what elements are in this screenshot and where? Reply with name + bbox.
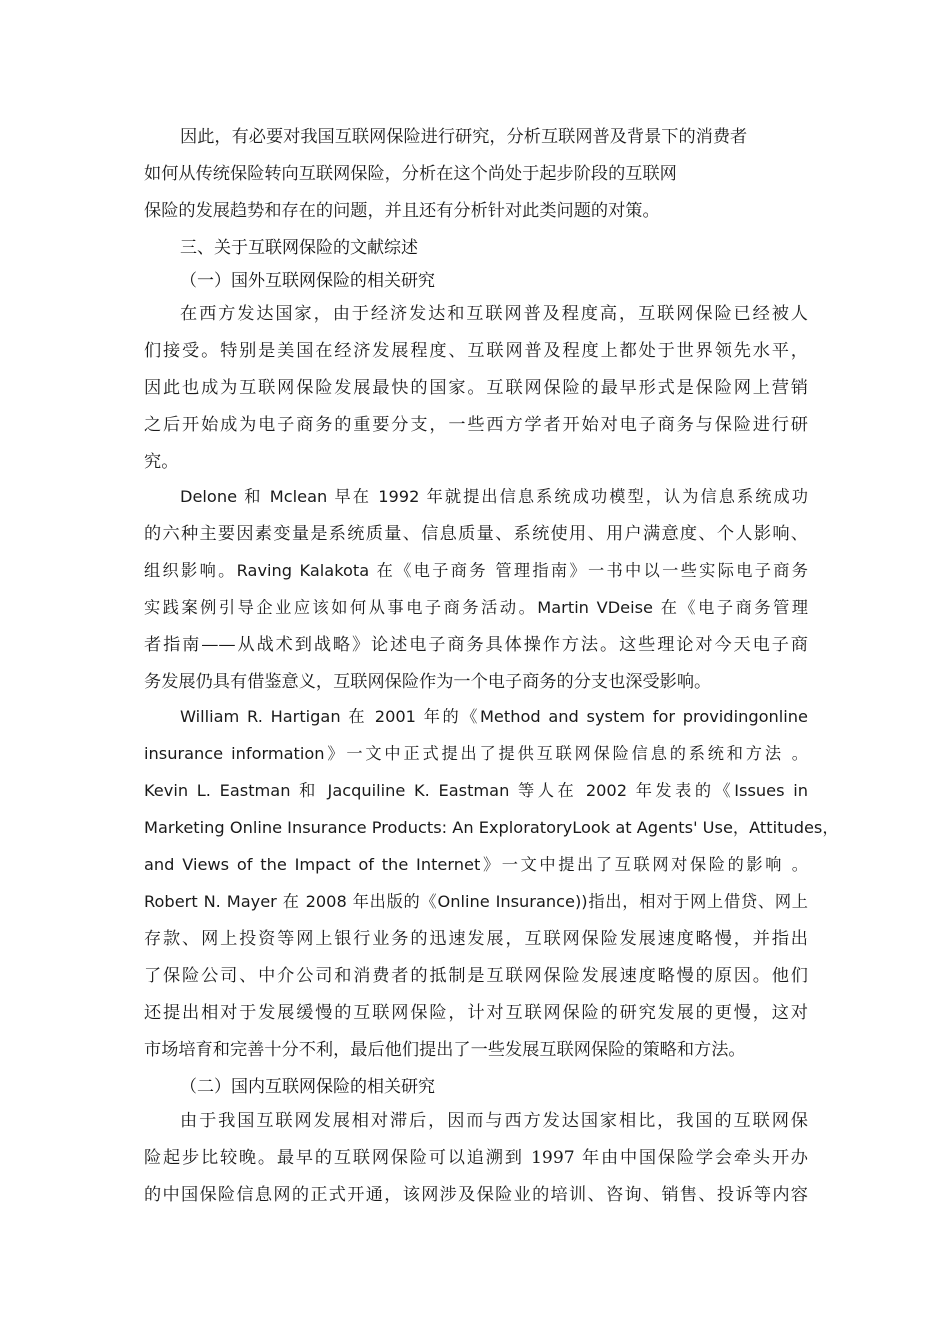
paragraph-line: 保险的发展趋势和存在的问题，并且还有分析针对此类问题的对策。 bbox=[144, 201, 660, 221]
paragraph-line: Kevin L. Eastman 和 Jacquiline K. Eastman 等人在 2002 年发表的《Issues in bbox=[144, 781, 808, 800]
paragraph-line: 究。 bbox=[144, 452, 179, 472]
paragraph-line: Marketing Online Insurance Products: An ExploratoryLook at Agents' Use，Attitudes， bbox=[144, 818, 839, 837]
paragraph-line: 由于我国互联网发展相对滞后，因而与西方发达国家相比，我国的互联网保 bbox=[180, 1111, 808, 1131]
paragraph-line: 如何从传统保险转向互联网保险，分析在这个尚处于起步阶段的互联网 bbox=[144, 164, 677, 184]
section-heading: 三、关于互联网保险的文献综述 bbox=[180, 238, 418, 258]
paragraph-line: Robert N. Mayer 在 2008 年出版的《Online Insurance))指出，相对于网上借贷、网上 bbox=[144, 892, 808, 911]
paragraph-line: 因此，有必要对我国互联网保险进行研究，分析互联网普及背景下的消费者 bbox=[180, 127, 748, 147]
paragraph-line: 市场培育和完善十分不利，最后他们提出了一些发展互联网保险的策略和方法。 bbox=[144, 1040, 746, 1060]
subsection-heading: （一）国外互联网保险的相关研究 bbox=[180, 271, 435, 291]
paragraph-line: and Views of the Impact of the Internet》一文中提出了互联网对保险的影响 。 bbox=[144, 855, 808, 874]
subsection-heading: （二）国内互联网保险的相关研究 bbox=[180, 1077, 435, 1097]
paragraph-line: 组织影响。Raving Kalakota 在《电子商务 管理指南》一书中以一些实际电子商务 bbox=[144, 561, 808, 580]
paragraph-line: 在西方发达国家，由于经济发达和互联网普及程度高，互联网保险已经被人 bbox=[180, 304, 808, 324]
paragraph-line: 的六种主要因素变量是系统质量、信息质量、系统使用、用户满意度、个人影响、 bbox=[144, 524, 808, 544]
paragraph-line: William R. Hartigan 在 2001 年的《Method and system for providingonline bbox=[180, 707, 808, 726]
paragraph-line: 者指南——从战术到战略》论述电子商务具体操作方法。这些理论对今天电子商 bbox=[144, 635, 808, 655]
paragraph-line: 的中国保险信息网的正式开通，该网涉及保险业的培训、咨询、销售、投诉等内容 bbox=[144, 1185, 808, 1205]
paragraph-line: 险起步比较晚。最早的互联网保险可以追溯到 1997 年由中国保险学会牵头开办 bbox=[144, 1148, 808, 1168]
paragraph-line: 务发展仍具有借鉴意义，互联网保险作为一个电子商务的分支也深受影响。 bbox=[144, 672, 712, 692]
paragraph-line: insurance information》一文中正式提出了提供互联网保险信息的系统和方法 。 bbox=[144, 744, 808, 763]
paragraph-line: 存款、网上投资等网上银行业务的迅速发展，互联网保险发展速度略慢，并指出 bbox=[144, 929, 808, 949]
paragraph-line: 了保险公司、中介公司和消费者的抵制是互联网保险发展速度略慢的原因。他们 bbox=[144, 966, 808, 986]
paragraph-line: 实践案例引导企业应该如何从事电子商务活动。Martin VDeise 在《电子商务管理 bbox=[144, 598, 808, 617]
paragraph-line: 们接受。特别是美国在经济发展程度、互联网普及程度上都处于世界领先水平， bbox=[144, 341, 808, 361]
paragraph-line: 还提出相对于发展缓慢的互联网保险，计对互联网保险的研究发展的更慢，这对 bbox=[144, 1003, 808, 1023]
paragraph-line: 之后开始成为电子商务的重要分支，一些西方学者开始对电子商务与保险进行研 bbox=[144, 415, 808, 435]
paragraph-line: Delone 和 Mclean 早在 1992 年就提出信息系统成功模型，认为信息系统成功 bbox=[180, 487, 808, 506]
paragraph-line: 因此也成为互联网保险发展最快的国家。互联网保险的最早形式是保险网上营销 bbox=[144, 378, 808, 398]
